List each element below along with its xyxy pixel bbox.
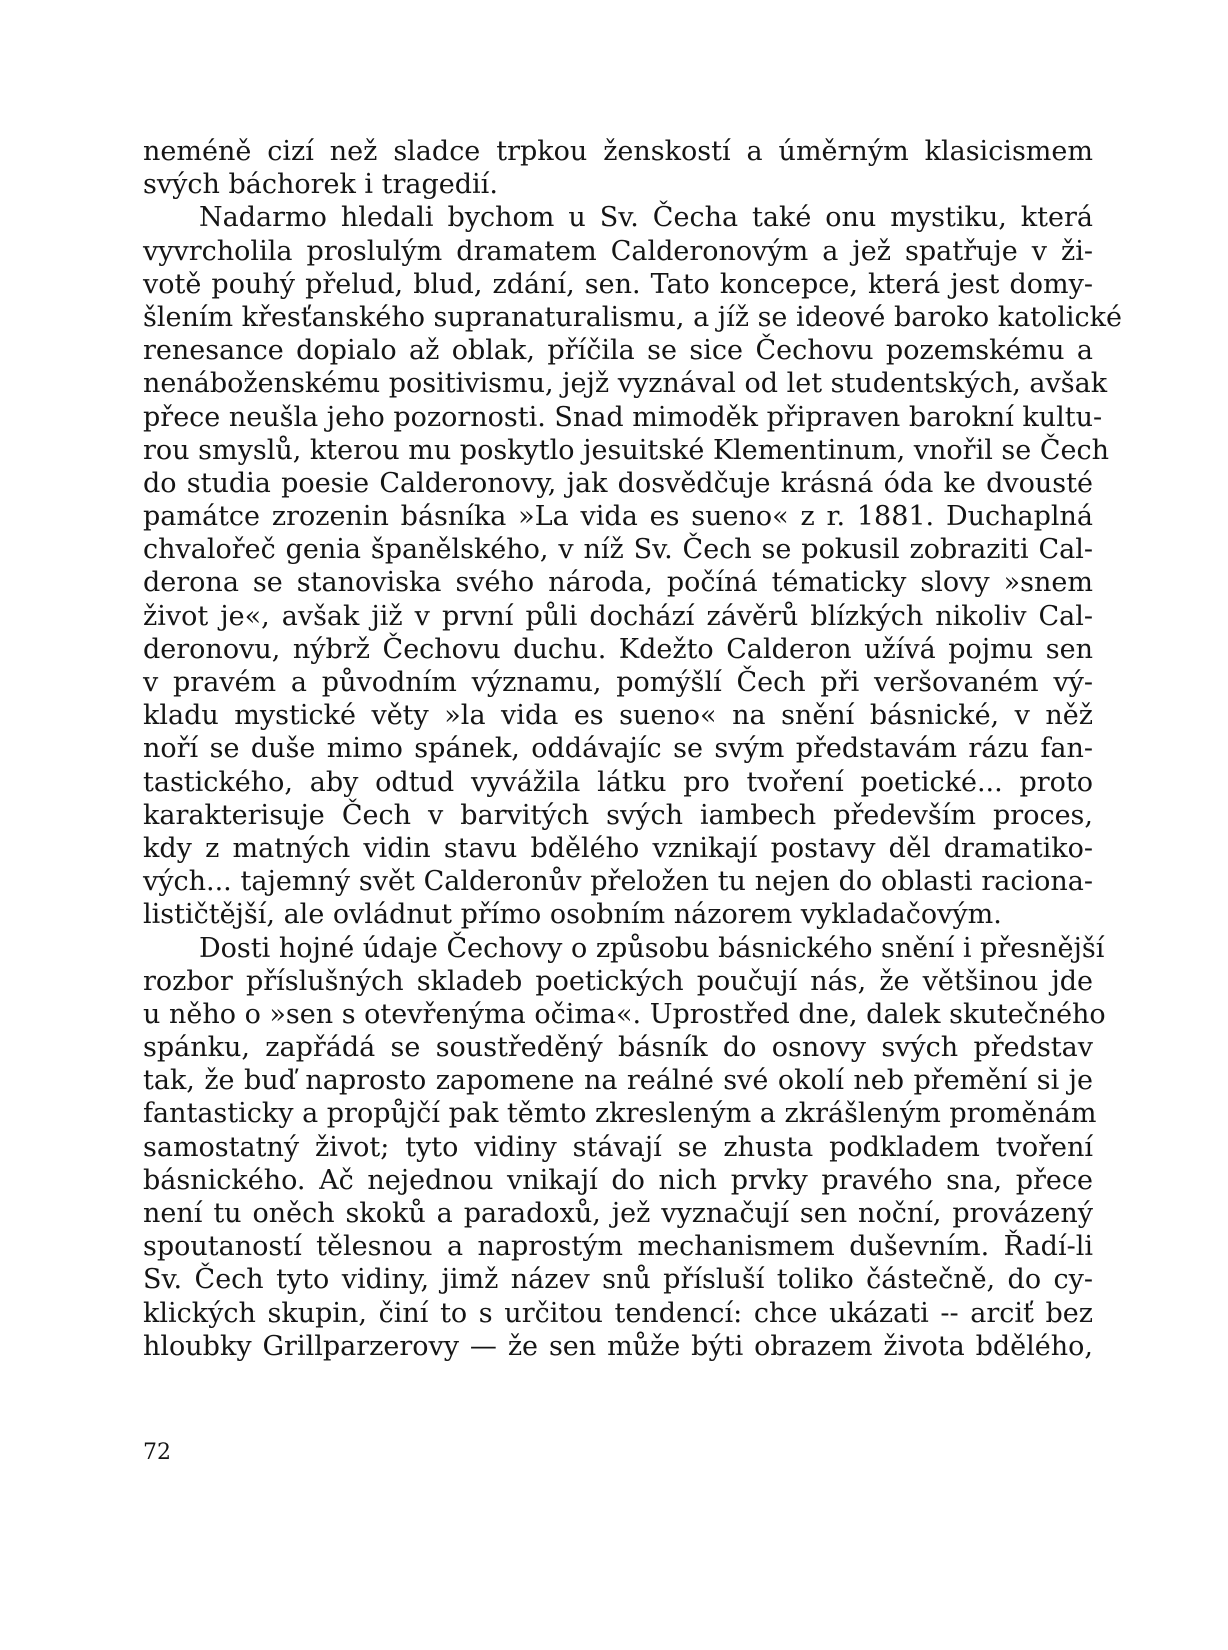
text-line: kladu mystické věty »la vida es sueno« na snění básnické, v něž: [143, 700, 1093, 732]
text-line: život je«, avšak již v první půli dochází závěrů blízkých nikoliv Cal-: [143, 600, 1093, 632]
text-line: karakterisuje Čech v barvitých svých iambech především proces,: [143, 799, 1093, 831]
text-line: renesance dopialo až oblak, příčila se sice Čechovu pozemskému a: [143, 335, 1093, 367]
text-line: Sv. Čech tyto vidiny, jimž název snů přísluší toliko částečně, do cy-: [143, 1264, 1093, 1296]
text-line: rou smyslů, kterou mu poskytlo jesuitské Klementinum, vnořil se Čech: [143, 434, 1109, 466]
text-line: tak, že buď naprosto zapomene na reálné své okolí neb přemění si je: [143, 1065, 1093, 1097]
text-line: lističtější, ale ovládnut přímo osobním názorem vykladačovým.: [143, 899, 1002, 931]
text-line: tastického, aby odtud vyvážila látku pro tvoření poetické... proto: [143, 766, 1093, 798]
text-line: rozbor příslušných skladeb poetických poučují nás, že většinou jde: [143, 965, 1093, 997]
text-line: básnického. Ač nejednou vnikají do nich prvky pravého sna, přece: [143, 1164, 1093, 1196]
text-line: chvalořeč genia španělského, v níž Sv. Čech se pokusil zobraziti Cal-: [143, 534, 1093, 566]
text-line: derona se stanoviska svého národa, počíná tématicky slovy »snem: [143, 567, 1093, 599]
text-line: neméně cizí než sladce trpkou ženskostí a úměrným klasicismem: [143, 136, 1093, 167]
text-line: spoutaností tělesnou a naprostým mechanismem duševním. Řadí-li: [143, 1231, 1093, 1263]
text-line: v pravém a původním významu, pomýšlí Čech při veršovaném vý-: [143, 667, 1093, 698]
text-line: památce zrozenin básníka »La vida es sueno« z r. 1881. Duchaplná: [143, 501, 1093, 533]
text-line: kdy z matných vidin stavu bdělého vznikají postavy děl dramatiko-: [143, 832, 1093, 864]
text-line: samostatný život; tyto vidiny stávají se zhusta podkladem tvoření: [143, 1131, 1093, 1163]
text-line: vyvrcholila proslulým dramatem Calderonovým a jež spatřuje v ži-: [143, 235, 1093, 267]
page-number: 72: [143, 1440, 171, 1465]
text-line: hloubky Grillparzerovy — že sen může býti obrazem života bdělého,: [143, 1330, 1093, 1362]
text-line: nenáboženskému positivismu, jejž vyznával od let studentských, avšak: [143, 368, 1108, 400]
text-line: není tu oněch skoků a paradoxů, jež vyznačují sen noční, provázený: [143, 1198, 1093, 1229]
text-line: přece neušla jeho pozornosti. Snad mimoděk připraven barokní kultu-: [143, 401, 1103, 433]
text-line: u něho o »sen s otevřenýma očima«. Uprostřed dne, dalek skutečného: [143, 998, 1106, 1030]
text-line: fantasticky a propůjčí pak těmto zkresleným a zkrášleným proměnám: [143, 1098, 1097, 1130]
text-line: deronovu, nýbrž Čechovu duchu. Kdežto Calderon užívá pojmu sen: [143, 633, 1093, 665]
text-line: Dosti hojné údaje Čechovy o způsobu básnického snění i přesnější: [199, 932, 1105, 964]
text-line: noří se duše mimo spánek, oddávajíc se svým představám rázu fan-: [143, 733, 1093, 765]
text-line: vých... tajemný svět Calderonův přeložen tu nejen do oblasti raciona-: [143, 866, 1093, 898]
text-line: spánku, zapřádá se soustředěný básník do osnovy svých představ: [143, 1032, 1093, 1064]
text-line: šlením křesťanského supranaturalismu, a jíž se ideové baroko katolické: [143, 301, 1123, 333]
text-line: votě pouhý přelud, blud, zdání, sen. Tato koncepce, která jest domy-: [143, 268, 1093, 300]
text-line: Nadarmo hledali bychom u Sv. Čecha také onu mystiku, která: [199, 202, 1093, 234]
text-line: do studia poesie Calderonovy, jak dosvědčuje krásná óda ke dvousté: [143, 467, 1093, 499]
text-line: svých báchorek i tragedií.: [143, 169, 498, 201]
body-text: [143, 135, 1123, 1363]
text-line: klických skupin, činí to s určitou tendencí: chce ukázati -- arciť bez: [143, 1297, 1093, 1329]
